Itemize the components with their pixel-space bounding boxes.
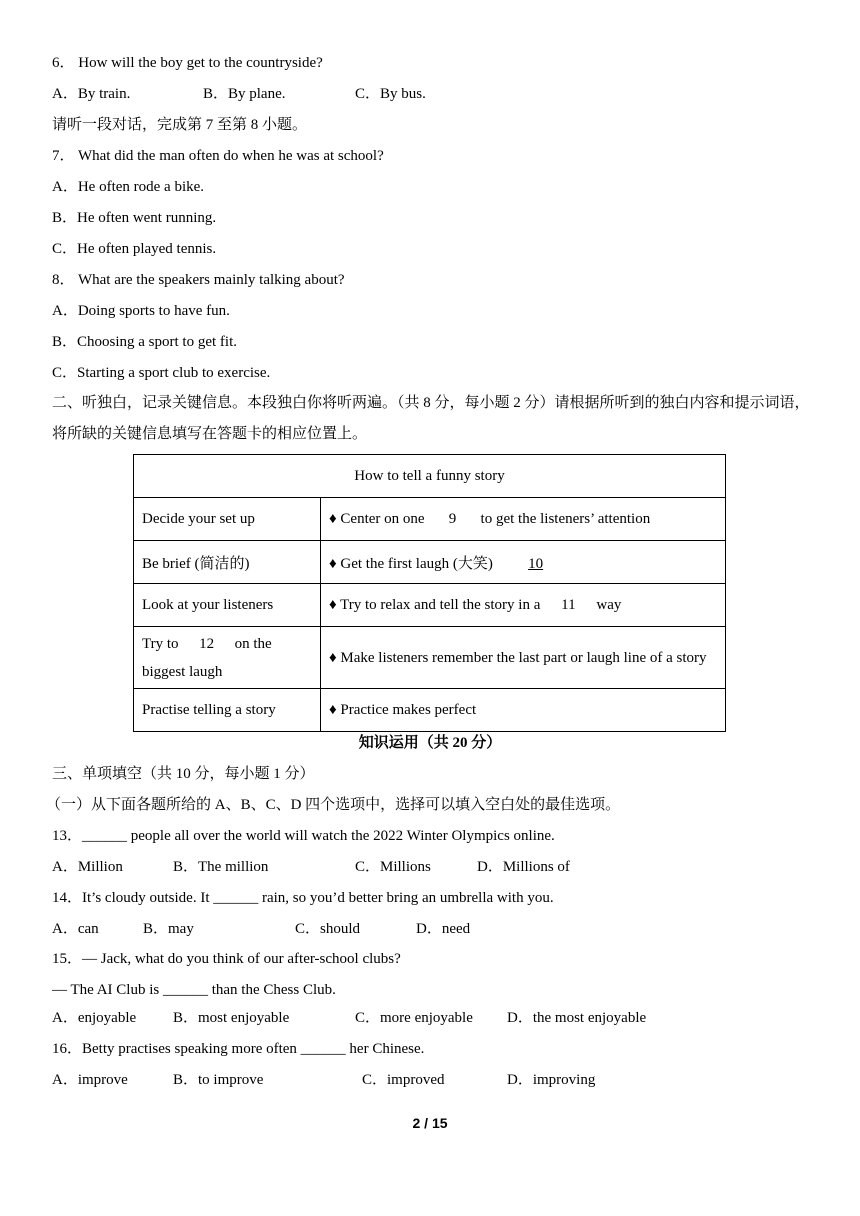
question-6-stem: 6． How will the boy get to the countryside?: [52, 55, 323, 71]
question-16-option-a: A．improve: [52, 1072, 128, 1088]
question-15-option-d: D．the most enjoyable: [507, 1010, 647, 1026]
cell-text: ♦ Try to relax and tell the story in a: [329, 596, 541, 613]
blank-9: 9: [448, 510, 457, 527]
question-15-stem-reply: — The AI Club is ______ than the Chess Club.: [52, 982, 336, 998]
table-cell-left: Be brief (简洁的): [134, 541, 321, 584]
table-row: [134, 627, 726, 689]
question-14-option-a: A．can: [52, 921, 99, 937]
question-13-stem: 13．______ people all over the world will watch the 2022 Winter Olympics online.: [52, 828, 555, 844]
question-13-option-c: C．Millions: [355, 859, 431, 875]
question-13-option-d: D．Millions of: [477, 859, 570, 875]
question-8-option-b: B．Choosing a sport to get fit.: [52, 334, 237, 350]
question-14-option-b: B．may: [143, 921, 194, 937]
section-3-heading: 三、单项填空（共 10 分，每小题 1 分）: [52, 766, 315, 782]
question-16-option-b: B．to improve: [173, 1072, 264, 1088]
question-14-option-d: D．need: [416, 921, 471, 937]
question-15-option-c: C．more enjoyable: [355, 1010, 473, 1026]
question-15-option-a: A．enjoyable: [52, 1010, 137, 1026]
table-row: [134, 689, 726, 732]
table-cell-left: Look at your listeners: [134, 584, 321, 627]
question-15-stem: 15．— Jack, what do you think of our after-school clubs?: [52, 951, 401, 967]
blank-12: 12: [199, 635, 215, 652]
section-3-sub-instructions: （一）从下面各题所给的 A、B、C、D 四个选项中，选择可以填入空白处的最佳选项。: [46, 797, 621, 813]
table-cell-right: [321, 541, 726, 584]
question-7-option-b: B．He often went running.: [52, 210, 217, 226]
question-16-option-d: D．improving: [507, 1072, 596, 1088]
question-7-option-c: C．He often played tennis.: [52, 241, 217, 257]
table-row: [134, 541, 726, 584]
table-cell-right: ♦ Make listeners remember the last part or laugh line of a story: [321, 627, 726, 689]
cell-text: to get the listeners’ attention: [480, 510, 651, 527]
question-14-option-c: C．should: [295, 921, 361, 937]
page-number: 2 / 15: [412, 1115, 448, 1131]
question-16-stem: 16．Betty practises speaking more often ______ her Chinese.: [52, 1041, 425, 1057]
table-cell-left: Decide your set up: [134, 498, 321, 541]
table-cell-right: [321, 498, 726, 541]
funny-story-table: [133, 454, 726, 732]
question-8-option-c: C．Starting a sport club to exercise.: [52, 365, 271, 381]
table-cell-right: [321, 584, 726, 627]
table-cell-left: [134, 627, 321, 689]
knowledge-heading: 知识运用（共 20 分）: [358, 735, 502, 751]
question-7-option-a: A．He often rode a bike.: [52, 179, 205, 195]
question-7-stem: 7． What did the man often do when he was at school?: [52, 148, 384, 164]
cell-text: way: [596, 596, 622, 613]
blank-10: 10: [528, 555, 544, 572]
question-13-option-b: B．The million: [173, 859, 269, 875]
cell-text: Try to: [142, 635, 179, 652]
cell-text: on the biggest laugh: [142, 635, 272, 680]
dialog-instruction-7-8: 请听一段对话，完成第 7 至第 8 小题。: [52, 117, 308, 133]
table-row: [134, 584, 726, 627]
question-8-option-a: A．Doing sports to have fun.: [52, 303, 230, 319]
blank-11: 11: [561, 596, 576, 613]
question-8-stem: 8． What are the speakers mainly talking about?: [52, 272, 345, 288]
question-6-option-b: B．By plane.: [203, 86, 286, 102]
table-cell-right: ♦ Practice makes perfect: [321, 689, 726, 732]
cell-text: ♦ Center on one: [329, 510, 425, 527]
question-15-option-b: B．most enjoyable: [173, 1010, 290, 1026]
table-row: [134, 498, 726, 541]
question-6-option-a: A．By train.: [52, 86, 131, 102]
table-cell-left: Practise telling a story: [134, 689, 321, 732]
question-16-option-c: C．improved: [362, 1072, 445, 1088]
question-14-stem: 14．It’s cloudy outside. It ______ rain, so you’d better bring an umbrella with you.: [52, 890, 554, 906]
table-title: How to tell a funny story: [134, 455, 726, 498]
question-6-option-c: C．By bus.: [355, 86, 426, 102]
cell-text: ♦ Get the first laugh (大笑): [329, 555, 493, 572]
question-13-option-a: A．Million: [52, 859, 123, 875]
section-2-instructions: 二、听独白，记录关键信息。本段独白你将听两遍。（共 8 分，每小题 2 分）请根据所听到的独白内容和提示词语，将所缺的关键信息填写在答题卡的相应位置上。: [52, 395, 810, 442]
